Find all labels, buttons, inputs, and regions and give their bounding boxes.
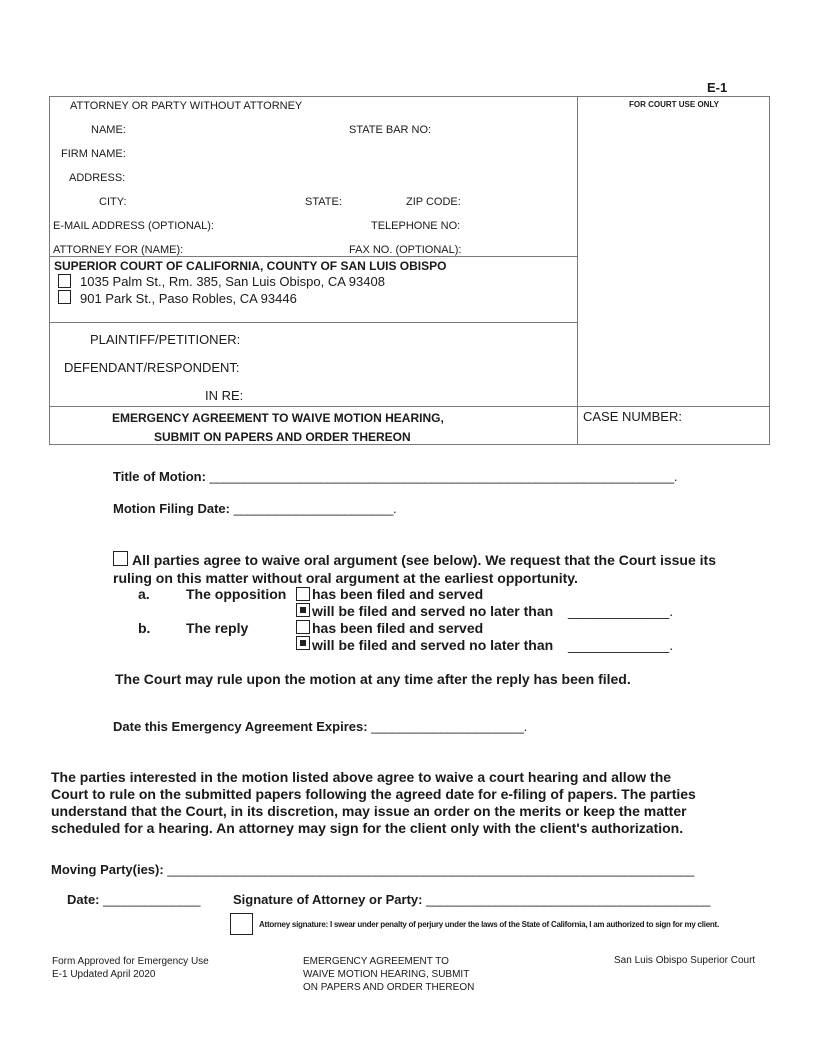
in-re-label[interactable]: IN RE: — [205, 388, 244, 403]
agreement-line: understand that the Court, in its discretion, may issue an order on the merits or keep the matter — [51, 803, 687, 819]
moving-party-row[interactable] — [51, 862, 694, 877]
waive-line1: All parties agree to waive oral argument (see below). We request that the Court issue its — [132, 552, 717, 568]
form-code: E-1 — [707, 80, 728, 95]
footer-right: San Luis Obispo Superior Court — [614, 955, 756, 966]
footer-center — [303, 955, 474, 994]
reply-will-filed-label: will be filed and served no later than — [312, 637, 554, 653]
date-label: Date: — [67, 892, 100, 907]
court-location-1-checkbox[interactable] — [58, 274, 71, 288]
opposition-has-filed-checkbox[interactable] — [296, 587, 310, 601]
zip-label[interactable]: ZIP CODE: — [406, 196, 461, 208]
plaintiff-label[interactable]: PLAINTIFF/PETITIONER: — [90, 332, 241, 347]
filing-date-row[interactable] — [113, 501, 396, 516]
attorney-for-label[interactable]: ATTORNEY FOR (NAME): — [53, 244, 184, 256]
case-number-label[interactable]: CASE NUMBER: — [583, 409, 682, 424]
state-bar-label[interactable]: STATE BAR NO: — [349, 124, 432, 136]
reply-will-filed-checkbox[interactable] — [296, 636, 310, 650]
agreement-paragraph — [51, 769, 696, 837]
opposition-date-blank[interactable]: _____________. — [568, 603, 674, 619]
item-b-letter: b. — [138, 620, 151, 636]
defendant-label[interactable]: DEFENDANT/RESPONDENT: — [64, 360, 240, 375]
court-location-1: 1035 Palm St., Rm. 385, San Luis Obispo, CA 93408 — [80, 274, 385, 289]
footer-left-line2: E-1 Updated April 2020 — [52, 969, 156, 980]
parties-section-top — [49, 322, 578, 323]
filing-date-blank[interactable]: _______________________. — [233, 501, 397, 516]
footer-left — [52, 955, 209, 981]
attorney-signature-text: Attorney signature: I swear under penalty of perjury under the laws of the State of California, I am authorized to sign for my client. — [259, 920, 719, 929]
court-may-rule: The Court may rule upon the motion at any time after the reply has been filed. — [115, 671, 631, 687]
item-a-letter: a. — [138, 586, 150, 602]
email-label[interactable]: E-MAIL ADDRESS (OPTIONAL): — [53, 220, 214, 232]
state-label[interactable]: STATE: — [305, 196, 342, 208]
date-row[interactable] — [67, 892, 200, 907]
city-label[interactable]: CITY: — [99, 196, 127, 208]
filing-date-label: Motion Filing Date: — [113, 501, 230, 516]
date-blank[interactable]: ______________ — [103, 892, 201, 907]
agreement-line: The parties interested in the motion listed above agree to waive a court hearing and allow the — [51, 769, 672, 785]
address-label[interactable]: ADDRESS: — [69, 172, 126, 184]
document-title-line1: EMERGENCY AGREEMENT TO WAIVE MOTION HEARING, — [112, 411, 444, 425]
waive-argument-checkbox[interactable] — [113, 551, 128, 566]
title-of-motion-label: Title of Motion: — [113, 469, 206, 484]
agreement-line: scheduled for a hearing. An attorney may sign for the client only with the client's authorization. — [51, 820, 684, 836]
item-b-label: The reply — [186, 620, 249, 636]
opposition-has-filed-label: has been filed and served — [312, 586, 484, 602]
reply-date-blank[interactable]: _____________. — [568, 637, 674, 653]
waive-line2: ruling on this matter without oral argument at the earliest opportunity. — [113, 570, 578, 586]
title-section-top — [49, 406, 770, 407]
footer-left-line1: Form Approved for Emergency Use — [52, 956, 209, 967]
caption-divider — [577, 96, 578, 445]
attorney-header: ATTORNEY OR PARTY WITHOUT ATTORNEY — [70, 100, 303, 112]
court-name: SUPERIOR COURT OF CALIFORNIA, COUNTY OF SAN LUIS OBISPO — [54, 259, 447, 273]
signature-row[interactable] — [233, 892, 710, 907]
attorney-signature-checkbox[interactable] — [230, 913, 253, 935]
item-a-label: The opposition — [186, 586, 287, 602]
opposition-will-filed-label: will be filed and served no later than — [312, 603, 554, 619]
signature-label: Signature of Attorney or Party: — [233, 892, 423, 907]
signature-blank[interactable]: _________________________________________ — [426, 892, 711, 907]
moving-party-label: Moving Party(ies): — [51, 862, 164, 877]
title-of-motion-blank[interactable]: ___________________________________________________________________. — [209, 469, 678, 484]
reply-has-filed-checkbox[interactable] — [296, 620, 310, 634]
court-location-2-checkbox[interactable] — [58, 290, 71, 304]
agreement-line: Court to rule on the submitted papers following the agreed date for e-filing of papers. The parties — [51, 786, 696, 802]
name-label[interactable]: NAME: — [91, 124, 126, 136]
firm-name-label[interactable]: FIRM NAME: — [61, 148, 126, 160]
telephone-label[interactable]: TELEPHONE NO: — [371, 220, 461, 232]
opposition-will-filed-checkbox[interactable] — [296, 603, 310, 617]
court-location-2: 901 Park St., Paso Robles, CA 93446 — [80, 291, 297, 306]
document-title-line2: SUBMIT ON PAPERS AND ORDER THEREON — [154, 430, 411, 444]
footer-center-line1: EMERGENCY AGREEMENT TO — [303, 956, 449, 967]
court-section-top — [49, 256, 578, 257]
title-of-motion-row[interactable] — [113, 469, 677, 484]
footer-center-line3: ON PAPERS AND ORDER THEREON — [303, 982, 475, 993]
expires-label: Date this Emergency Agreement Expires: — [113, 719, 368, 734]
footer-center-line2: WAIVE MOTION HEARING, SUBMIT — [303, 969, 470, 980]
expires-row[interactable] — [113, 719, 527, 734]
fax-label[interactable]: FAX NO. (OPTIONAL): — [349, 244, 462, 256]
reply-has-filed-label: has been filed and served — [312, 620, 484, 636]
court-use-only: FOR COURT USE ONLY — [629, 100, 719, 109]
moving-party-blank[interactable]: ____________________________________________________________________________ — [167, 862, 694, 877]
expires-blank[interactable]: ______________________. — [371, 719, 527, 734]
